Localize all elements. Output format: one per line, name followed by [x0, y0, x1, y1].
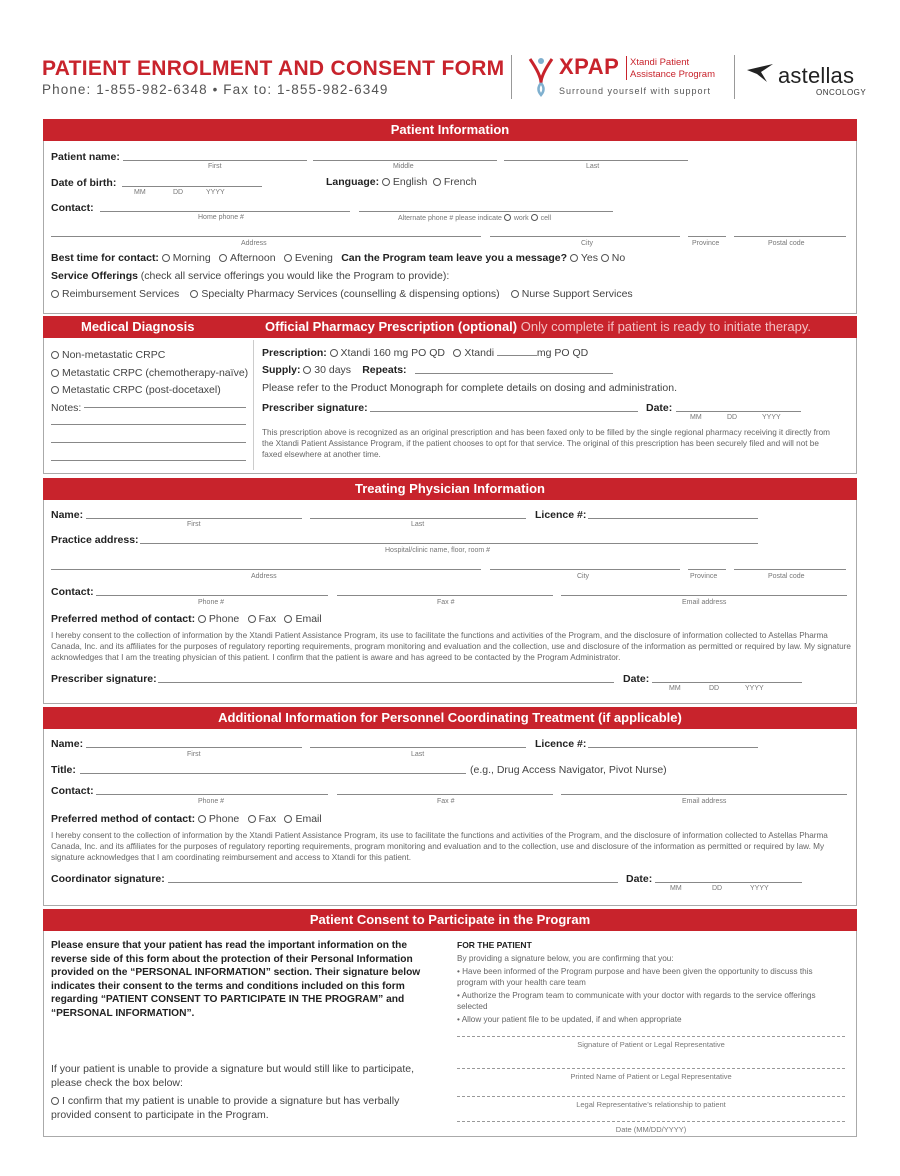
patient-address-field[interactable]	[51, 236, 481, 237]
notes-line[interactable]	[51, 460, 246, 461]
for-patient-bullet: • Allow your patient file to be updated, if and when appropriate	[457, 1015, 682, 1024]
caption: Signature of Patient or Legal Representative	[577, 1040, 725, 1049]
unable-to-sign-text: If your patient is unable to provide a signature but would still like to participate, please check the box below:	[51, 1063, 415, 1089]
caption: MM	[690, 414, 702, 421]
caption: First	[208, 163, 222, 170]
caption: DD	[727, 414, 738, 421]
coordinator-date-label: Date:	[626, 873, 653, 885]
physician-fax-field[interactable]	[337, 595, 553, 596]
option-label: Metastatic CRPC (chemotherapy-naïve)	[62, 366, 249, 379]
monograph-note: Please refer to the Product Monograph for complete details on dosing and administration.	[262, 382, 677, 394]
option-label: Xtandi 160 mg PO QD	[340, 347, 446, 359]
option-label: Nurse Support Services	[521, 288, 633, 300]
best-time-label: Best time for contact:	[51, 252, 159, 264]
rx-signature-label: Prescriber signature:	[262, 402, 368, 414]
coordinator-pref-label: Preferred method of contact:	[51, 813, 196, 825]
physician-email-radio[interactable]	[284, 615, 292, 623]
for-patient-bullet: • Authorize the Program team to communicate with your doctor with regards to the service offerings selected	[457, 991, 816, 1011]
coordinator-email-field[interactable]	[561, 794, 847, 795]
physician-phone-field[interactable]	[96, 595, 328, 596]
option-label: mg PO QD	[536, 347, 589, 359]
pharmacy-band-title: Official Pharmacy Prescription (optional)	[265, 319, 518, 334]
option-label: No	[611, 252, 626, 264]
option-label: Afternoon	[230, 252, 276, 264]
pharmacy-band-note: Only complete if patient is ready to initiate therapy.	[520, 319, 811, 334]
caption: cell	[540, 215, 552, 222]
consent-date-field[interactable]	[457, 1121, 845, 1122]
caption: Province	[692, 240, 720, 247]
work-radio[interactable]	[504, 214, 511, 221]
coordinator-licence-field[interactable]	[588, 747, 758, 748]
option-label: Fax	[258, 613, 277, 625]
caption: Last	[586, 163, 600, 170]
caption: Phone #	[198, 599, 225, 606]
patient-last-name-field[interactable]	[504, 160, 688, 161]
option-label: Fax	[258, 813, 277, 825]
physician-name-label: Name:	[51, 509, 84, 521]
relationship-field[interactable]	[457, 1096, 845, 1097]
dob-label: Date of birth:	[51, 177, 117, 189]
nurse-support-radio[interactable]	[511, 290, 519, 298]
services-hint: (check all service offerings you would like the Program to provide):	[140, 270, 450, 282]
coordinator-date-field[interactable]	[655, 882, 802, 883]
physician-band: Treating Physician Information	[43, 478, 857, 500]
caption: Hospital/clinic name, floor, room #	[385, 547, 491, 554]
notes-field[interactable]	[84, 407, 246, 408]
caption: MM	[134, 189, 146, 196]
coordinator-last-name-field[interactable]	[310, 747, 526, 748]
coordinator-title-field[interactable]	[80, 773, 466, 774]
coordinator-name-label: Name:	[51, 738, 84, 750]
coordinator-contact-label: Contact:	[51, 785, 94, 797]
caption: Printed Name of Patient or Legal Representative	[570, 1072, 732, 1081]
physician-first-name-field[interactable]	[86, 518, 302, 519]
afternoon-radio[interactable]	[219, 254, 227, 262]
caption: Fax #	[437, 599, 455, 606]
option-label: Email	[295, 613, 322, 625]
caption: Fax #	[437, 798, 455, 805]
caption: First	[187, 751, 201, 758]
caption: City	[577, 573, 590, 580]
caption: DD	[173, 189, 184, 196]
xpap-desc: Xtandi Patient Assistance Program	[630, 57, 716, 80]
caption: MM	[669, 685, 681, 692]
repeats-field[interactable]	[415, 373, 613, 374]
patient-postal-field[interactable]	[734, 236, 846, 237]
notes-line[interactable]	[51, 424, 246, 425]
for-patient-intro: By providing a signature below, you are confirming that you:	[457, 954, 674, 963]
diagnosis-band-title: Medical Diagnosis	[81, 319, 195, 334]
supply-label: Supply:	[262, 364, 301, 376]
caption: Address	[241, 240, 267, 247]
message-label: Can the Program team leave you a message?	[341, 252, 568, 264]
message-no-radio[interactable]	[601, 254, 609, 262]
prescription-fine-print: This prescription above is recognized as an original prescription and has been faxed only to be filled by the single regional pharmacy receiving it directly from the Xtandi Patient Assistance Program, if the patient chooses to opt for that service. The original of this prescription has been securely filed and will not be faxed elsewhere at another time.	[262, 428, 830, 459]
form-title: PATIENT ENROLMENT AND CONSENT FORM	[42, 57, 505, 80]
option-label: Metastatic CRPC (post-docetaxel)	[62, 384, 221, 396]
practice-name-field[interactable]	[140, 543, 758, 544]
caption: Last	[411, 521, 425, 528]
verbal-consent-text: I confirm that my patient is unable to provide a signature but has verbally provided consent to participate in the Program.	[51, 1095, 400, 1121]
coordinator-signature-label: Coordinator signature:	[51, 873, 165, 885]
physician-contact-label: Contact:	[51, 586, 94, 598]
practice-address-label: Practice address:	[51, 534, 139, 546]
title-hint: (e.g., Drug Access Navigator, Pivot Nurse)	[470, 764, 667, 776]
caption: Legal Representative’s relationship to patient	[576, 1100, 726, 1109]
caption: Date (MM/DD/YYYY)	[615, 1125, 687, 1134]
reimbursement-radio[interactable]	[51, 290, 59, 298]
caption: Last	[411, 751, 425, 758]
repeats-label: Repeats:	[362, 364, 407, 376]
consent-instructions: Please ensure that your patient has read the important information on the reverse side of this form about the protection of their Personal Information provided on the “PERSONAL INFORMATION” section. Their signature below indicates their consent to the terms and conditions included on this form regarding “PATIENT CONSENT TO PARTICIPATE IN THE PROGRAM” and “PERSONAL INFORMATION”.	[51, 940, 421, 1019]
patient-info-band: Patient Information	[43, 119, 857, 141]
verbal-consent-radio[interactable]	[51, 1097, 59, 1105]
xtandi-dose-field[interactable]	[497, 355, 537, 356]
for-patient-heading: FOR THE PATIENT	[457, 940, 532, 950]
patient-name-label: Patient name:	[51, 151, 120, 163]
patient-signature-field[interactable]	[457, 1036, 845, 1037]
option-label: English	[392, 176, 428, 188]
option-label: Phone	[208, 813, 240, 825]
caption: Alternate phone # please indicate	[398, 215, 502, 222]
coordinator-first-name-field[interactable]	[86, 747, 302, 748]
caption: Email address	[682, 798, 727, 805]
coordinator-licence-label: Licence #:	[535, 738, 587, 750]
option-label: Email	[295, 813, 322, 825]
option-label: Reimbursement Services	[62, 288, 180, 300]
dob-field[interactable]	[122, 186, 262, 187]
patient-city-field[interactable]	[490, 236, 680, 237]
caption: Province	[690, 573, 718, 580]
physician-fax-radio[interactable]	[248, 615, 256, 623]
astellas-star-icon	[745, 60, 775, 87]
prescription-label: Prescription:	[262, 347, 327, 359]
patient-contact-label: Contact:	[51, 202, 94, 214]
option-label: Yes	[580, 252, 598, 264]
french-radio[interactable]	[433, 178, 441, 186]
practice-province-field[interactable]	[688, 569, 726, 570]
caption: Home phone #	[198, 214, 244, 221]
caption: YYYY	[745, 685, 764, 692]
caption: YYYY	[762, 414, 781, 421]
oncology-label: ONCOLOGY	[816, 88, 867, 97]
coordinator-signature-field[interactable]	[168, 882, 618, 883]
caption: DD	[709, 685, 720, 692]
astellas-wordmark: astellas	[778, 63, 855, 88]
coordinator-email-radio[interactable]	[284, 815, 292, 823]
for-patient-bullet: • Have been informed of the Program purpose and have been given the opportunity to discuss this program with your health care team	[457, 967, 813, 987]
coordinator-title-label: Title:	[51, 764, 76, 776]
coordinator-phone-radio[interactable]	[198, 815, 206, 823]
rx-date-label: Date:	[646, 402, 673, 414]
rx-signature-field[interactable]	[370, 411, 638, 412]
notes-line[interactable]	[51, 442, 246, 443]
services-label: Service Offerings	[51, 270, 138, 282]
english-radio[interactable]	[382, 178, 390, 186]
supply-30-radio[interactable]	[303, 366, 311, 374]
caption: First	[187, 521, 201, 528]
caption: Middle	[393, 163, 414, 170]
caption: work	[513, 215, 529, 222]
coordinator-fax-field[interactable]	[337, 794, 553, 795]
physician-date-label: Date:	[623, 673, 650, 685]
caption: Phone #	[198, 798, 225, 805]
practice-city-field[interactable]	[490, 569, 680, 570]
physician-last-name-field[interactable]	[310, 518, 526, 519]
xpap-wordmark: XPAP	[559, 54, 620, 79]
option-label: Xtandi	[464, 347, 495, 359]
notes-label: Notes:	[51, 401, 82, 414]
coordinator-fax-radio[interactable]	[248, 815, 256, 823]
caption: YYYY	[750, 885, 769, 892]
xpap-tagline: Surround yourself with support	[559, 86, 712, 96]
metastatic-naive-radio[interactable]	[51, 369, 59, 377]
physician-email-field[interactable]	[561, 595, 847, 596]
physician-date-field[interactable]	[652, 682, 802, 683]
diagnosis-pharmacy-band	[43, 316, 857, 338]
home-phone-field[interactable]	[100, 211, 350, 212]
printed-name-field[interactable]	[457, 1068, 845, 1069]
caption: Postal code	[768, 240, 805, 247]
cell-radio[interactable]	[531, 214, 538, 221]
message-yes-radio[interactable]	[570, 254, 578, 262]
option-label: Non-metastatic CRPC	[62, 349, 166, 361]
practice-address-field[interactable]	[51, 569, 481, 570]
physician-signature-field[interactable]	[158, 682, 614, 683]
option-label: Specialty Pharmacy Services (counselling & dispensing options)	[201, 288, 500, 300]
caption: DD	[712, 885, 723, 892]
caption: YYYY	[206, 189, 225, 196]
option-label: Evening	[294, 252, 333, 264]
xpap-logo-icon	[526, 53, 556, 102]
patient-first-name-field[interactable]	[123, 160, 307, 161]
consent-band: Patient Consent to Participate in the Program	[43, 909, 857, 931]
option-label: French	[443, 176, 477, 188]
patient-middle-name-field[interactable]	[313, 160, 497, 161]
specialty-pharmacy-radio[interactable]	[190, 290, 198, 298]
option-label: Phone	[208, 613, 240, 625]
xtandi-160-radio[interactable]	[330, 349, 338, 357]
non-metastatic-radio[interactable]	[51, 351, 59, 359]
coordinator-band: Additional Information for Personnel Coordinating Treatment (if applicable)	[43, 707, 857, 729]
rx-date-field[interactable]	[676, 411, 801, 412]
physician-licence-field[interactable]	[588, 518, 758, 519]
coordinator-phone-field[interactable]	[96, 794, 328, 795]
caption: Postal code	[768, 573, 805, 580]
physician-consent-text: I hereby consent to the collection of information by the Xtandi Patient Assistance Program, its use to facilitate the functions and activities of the Program, and the disclosure of information collected to Astellas Pharma Canada, Inc. and its affiliates for the purposes of regulatory reporting requirements, program monitoring and evaluation and the collection, use and disclosure of the information as permitted or required by law. My signature acknowledges that I am the treating physician of this patient. I confirm that the patient is aware and has agreed to be contacted by the Program Administrator.	[51, 631, 851, 662]
physician-licence-label: Licence #:	[535, 509, 587, 521]
physician-pref-label: Preferred method of contact:	[51, 613, 196, 625]
physician-signature-label: Prescriber signature:	[51, 673, 157, 685]
metastatic-post-docetaxel-radio[interactable]	[51, 386, 59, 394]
language-label: Language:	[326, 176, 380, 188]
xtandi-custom-radio[interactable]	[453, 349, 461, 357]
morning-radio[interactable]	[162, 254, 170, 262]
alternate-phone-field[interactable]	[359, 211, 613, 212]
caption: MM	[670, 885, 682, 892]
option-label: Morning	[172, 252, 211, 264]
contact-line: Phone: 1-855-982-6348 • Fax to: 1-855-982-6349	[42, 82, 389, 97]
physician-phone-radio[interactable]	[198, 615, 206, 623]
caption: Address	[251, 573, 277, 580]
patient-province-field[interactable]	[688, 236, 726, 237]
practice-postal-field[interactable]	[734, 569, 846, 570]
option-label: 30 days	[314, 364, 352, 376]
caption: City	[581, 240, 594, 247]
evening-radio[interactable]	[284, 254, 292, 262]
coordinator-consent-text: I hereby consent to the collection of information by the Xtandi Patient Assistance Program, its use to facilitate the functions and activities of the Program, and the disclosure of information collected to Astellas Pharma Canada, Inc. and its affiliates for the purposes of regulatory reporting requirements, program monitoring and evaluation and to the collection, use and disclosure of the information as permitted or required by law. My signature acknowledges that I am coordinating reimbursement and access to Xtandi for this patient.	[51, 831, 828, 862]
caption: Email address	[682, 599, 727, 606]
